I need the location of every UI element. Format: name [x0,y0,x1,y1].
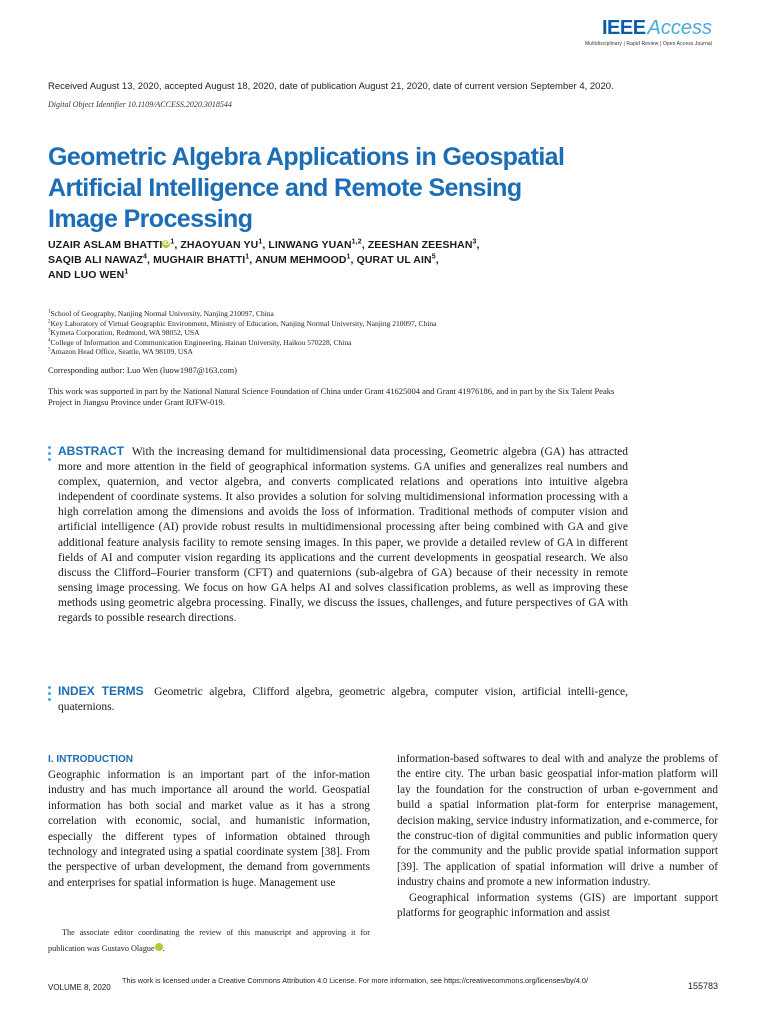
affiliation-text: Amazon Head Office, Seattle, WA 98109, USA [50,347,193,356]
paper-title [48,142,668,235]
title-line: Geometric Algebra Applications in Geospatial [48,143,565,171]
author-affil-sup: 1 [124,268,129,276]
logo-tagline: Multidisciplinary | Rapid Review | Open Access Journal [585,41,712,47]
author-name: MUGHAIR BHATTI [153,254,246,266]
index-terms-dots-icon [48,686,52,704]
index-terms-heading: INDEX TERMS [58,684,144,698]
page-number: 155783 [687,981,718,991]
author-affil-sup: 1 [245,253,250,261]
author-name: ZEESHAN ZEESHAN [367,239,473,251]
author-affil-sup: 3 [472,238,477,246]
affiliation-text: School of Geography, Nanjing Normal University, Nanjing 210097, China [50,309,274,318]
author-line: SAQIB ALI NAWAZ$^4$, MUGHAIR BHATTI$^1$, ANUM MEHMOOD$^1$, QURAT UL AIN$^5$, [48,253,439,266]
doi-line: Digital Object Identifier 10.1109/ACCESS.2020.3018544 [48,100,232,109]
author-name: LINWANG YUAN [268,239,352,251]
logo-access: Access [647,17,712,39]
affiliation-number: 3 [48,328,51,334]
author-affil-sup: 4 [143,253,148,261]
author-affil-sup: 1,2 [351,238,362,246]
affiliation-item [48,338,436,348]
intro-paragraph: information-based softwares to deal with and analyze the problems of the entire city. The urban basic geospatial infor-mation platform will lay the foundation for the construction of urban e-government and build a spatial information plat-form for enterprise management, decision making, service industry informatization, and e-commerce, for the construc-tion of digital communities and public information query for the community and the public provide spatial information support [39]. The application of spatial information will drive a number of industry chains and promote a new information industry. [397,753,718,889]
abstract-dots-icon [48,446,52,464]
author-name: QURAT UL AIN [356,254,432,266]
author-affil-sup: 1 [258,238,263,246]
affiliation-number: 2 [48,319,51,324]
intro-left-column: Geographic information is an important part of the infor-mation industry and has much importance all around the world. Geospatial information has both social and market value as it has a strong correlation with economic, social, and humanistic information, especially the different types of information obtained through technology and integrated using a spatial coordinate system [38]. From the perspective of urban development, the demand from governments and enterprises for spatial information is huge. Management use [48,769,370,889]
publication-dates: Received August 13, 2020, accepted August 18, 2020, date of publication August 21, 2020, date of current version September 4, 2020. [48,81,614,92]
index-terms-text: Geometric algebra, Clifford algebra, geometric algebra, computer vision, artificial intelli-gence, quaternions. [58,686,629,714]
abstract [58,444,628,626]
license-note[interactable]: This work is licensed under a Creative Commons Attribution 4.0 License. For more information, see https://creativecommons.org/licenses/by/4.0/ [122,976,588,985]
author-name: AND LUO WEN [48,269,125,281]
author-affil-sup: 5 [431,253,436,261]
author-affil-sup: 1 [346,253,351,261]
orcid-icon[interactable]: iD [155,943,163,951]
intro-right-column [397,752,718,921]
affiliation-number: 4 [48,338,51,343]
author-name: ZHAOYUAN YU [180,239,259,251]
intro-paragraph: Geographical information systems (GIS) are important support platforms for geographic information and assist [397,891,718,920]
author-line: UZAIR ASLAM BHATTIiD$^1$, ZHAOYUAN $YU^1$, LINWANG YUAN$^{1,2}$, ZEESHAN ZEESHAN$^3$, [48,238,480,251]
affiliation-item [48,309,436,319]
editor-note-text: The associate editor coordinating the review of this manuscript and approving it for publication was Gustavo Olague [48,928,370,953]
affiliation-item [48,347,436,357]
affiliation-text: Kymeta Corporation, Redmond, WA 98052, USA [50,328,200,337]
journal-logo [585,18,712,47]
abstract-heading: ABSTRACT [58,444,124,458]
corresponding-author: Corresponding author: Luo Wen (luow1987@163.com) [48,365,238,375]
logo-ieee: IEEE [601,17,646,39]
funding-note: This work was supported in part by the National Natural Science Foundation of China under Grant 41625004 and Grant 41976186, and in part by the Six Talent Peaks Project in Jiangsu Province under Grant RJFW-019. [48,386,615,407]
author-list [48,238,688,283]
author-name: ANUM MEHMOOD [254,254,347,266]
affiliation-number: 1 [48,309,51,315]
affiliation-text: Key Laboratory of Virtual Geographic Environment, Ministry of Education, Nanjing Normal University, Nanjing 210097, China [50,318,437,328]
affiliation-text: College of Information and Communication Engineering, Hainan University, Haikou 570228, China [50,337,352,347]
affiliation-list [48,309,436,357]
editor-note: The associate editor coordinating the review of this manuscript and approving it for publication was Gustavo Olague iD. [48,928,370,953]
author-name: UZAIR ASLAM BHATTI [48,239,163,251]
volume-label: VOLUME 8, 2020 [48,983,111,992]
abstract-text: With the increasing demand for multidimensional data processing, Geometric algebra (GA) has attracted more and more attention in the field of geographical information systems. GA unifies and generalizes real numbers and complex, quaternion, and vector algebra, and converts complicated relations and operations into intuitive algebra independent of coordinate systems. It also provides a solution for solving multidimensional information processing with a high correlation among the dimensions and avoids the loss of information. Traditional methods of computer vision and artificial intelligence (AI) provide robust results in multidimensional processing after being combined with GA and give additional feature analysis facility to remote sensing images. In this paper, we provide a detailed review of GA in different fields of AI and computer vision regarding its applications and the current developments in geospatial research. We also discuss the Clifford–Fourier transform (CFT) and quaternions (sub-algebra of GA) because of their necessity in remote sensing image processing. We focus on how GA helps AI and solves classification problems, as well as improving these methods using geometric algebra processing. Finally, we discuss the issues, challenges, and future perspectives of GA with regards to possible research directions. [58,446,628,625]
title-line: Image Processing [48,205,253,233]
title-line: Artificial Intelligence and Remote Sensing [48,174,522,202]
section-heading-introduction: I. INTRODUCTION [48,754,133,765]
author-affil-sup: 1 [170,238,175,246]
author-line [48,268,688,283]
affiliation-item [48,319,436,329]
index-terms [58,684,628,715]
affiliation-number: 5 [48,347,51,353]
affiliation-item [48,328,436,338]
orcid-icon[interactable]: iD [163,241,170,247]
author-name: SAQIB ALI NAWAZ [48,254,144,266]
